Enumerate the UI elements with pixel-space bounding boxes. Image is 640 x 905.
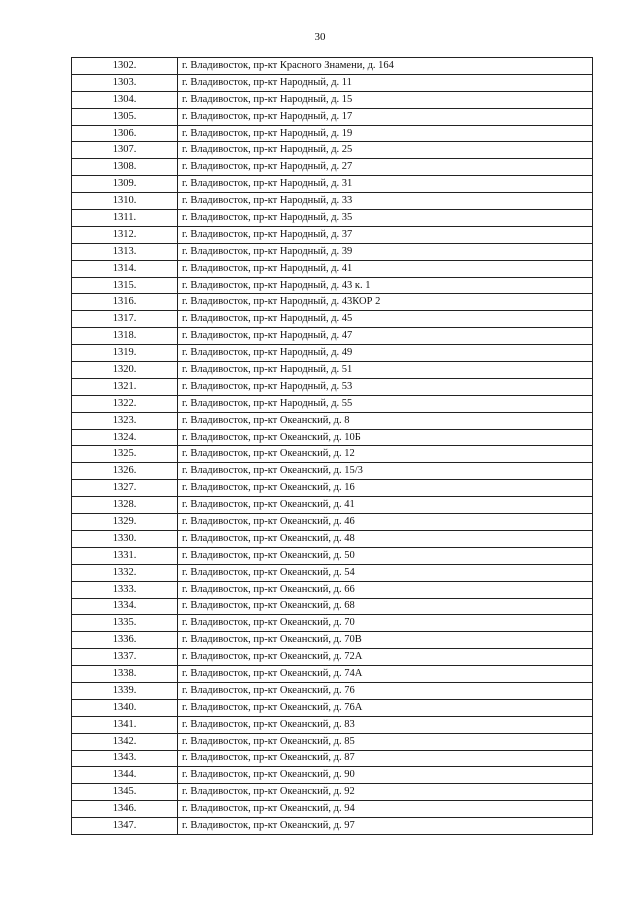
row-number-cell: 1323. (72, 412, 178, 429)
row-number-cell: 1312. (72, 226, 178, 243)
table-row (72, 632, 593, 649)
row-number-cell: 1322. (72, 395, 178, 412)
row-number-cell: 1302. (72, 58, 178, 75)
table-row (72, 649, 593, 666)
table-row (72, 108, 593, 125)
table-row (72, 564, 593, 581)
table-row (72, 615, 593, 632)
address-cell: г. Владивосток, пр-кт Океанский, д. 76А (178, 699, 593, 716)
row-number-cell: 1304. (72, 91, 178, 108)
row-number-cell: 1314. (72, 260, 178, 277)
address-cell: г. Владивосток, пр-кт Океанский, д. 68 (178, 598, 593, 615)
table-row (72, 311, 593, 328)
row-number-cell: 1337. (72, 649, 178, 666)
table-row (72, 480, 593, 497)
address-cell: г. Владивосток, пр-кт Народный, д. 41 (178, 260, 593, 277)
table-row (72, 125, 593, 142)
table-row (72, 260, 593, 277)
table-row (72, 74, 593, 91)
row-number-cell: 1335. (72, 615, 178, 632)
row-number-cell: 1328. (72, 497, 178, 514)
address-cell: г. Владивосток, пр-кт Океанский, д. 50 (178, 547, 593, 564)
row-number-cell: 1345. (72, 784, 178, 801)
table-row (72, 243, 593, 260)
row-number-cell: 1308. (72, 159, 178, 176)
row-number-cell: 1342. (72, 733, 178, 750)
row-number-cell: 1336. (72, 632, 178, 649)
table-row (72, 699, 593, 716)
address-cell: г. Владивосток, пр-кт Океанский, д. 8 (178, 412, 593, 429)
row-number-cell: 1327. (72, 480, 178, 497)
address-cell: г. Владивосток, пр-кт Народный, д. 35 (178, 210, 593, 227)
row-number-cell: 1324. (72, 429, 178, 446)
table-row (72, 277, 593, 294)
table-row (72, 598, 593, 615)
row-number-cell: 1339. (72, 682, 178, 699)
table-row (72, 378, 593, 395)
table-row (72, 159, 593, 176)
row-number-cell: 1319. (72, 345, 178, 362)
address-cell: г. Владивосток, пр-кт Океанский, д. 70 (178, 615, 593, 632)
address-cell: г. Владивосток, пр-кт Народный, д. 43 к. 1 (178, 277, 593, 294)
address-cell: г. Владивосток, пр-кт Народный, д. 25 (178, 142, 593, 159)
address-cell: г. Владивосток, пр-кт Народный, д. 39 (178, 243, 593, 260)
address-cell: г. Владивосток, пр-кт Океанский, д. 83 (178, 716, 593, 733)
table-row (72, 226, 593, 243)
row-number-cell: 1305. (72, 108, 178, 125)
address-cell: г. Владивосток, пр-кт Народный, д. 31 (178, 176, 593, 193)
row-number-cell: 1321. (72, 378, 178, 395)
table-row (72, 91, 593, 108)
row-number-cell: 1320. (72, 362, 178, 379)
row-number-cell: 1311. (72, 210, 178, 227)
address-cell: г. Владивосток, пр-кт Океанский, д. 70В (178, 632, 593, 649)
table-row (72, 666, 593, 683)
table-row (72, 176, 593, 193)
row-number-cell: 1309. (72, 176, 178, 193)
row-number-cell: 1325. (72, 446, 178, 463)
address-cell: г. Владивосток, пр-кт Народный, д. 55 (178, 395, 593, 412)
table-row (72, 446, 593, 463)
row-number-cell: 1334. (72, 598, 178, 615)
address-cell: г. Владивосток, пр-кт Народный, д. 49 (178, 345, 593, 362)
table-row (72, 345, 593, 362)
address-table (71, 57, 593, 835)
address-cell: г. Владивосток, пр-кт Океанский, д. 46 (178, 514, 593, 531)
row-number-cell: 1330. (72, 530, 178, 547)
table-row (72, 733, 593, 750)
address-cell: г. Владивосток, пр-кт Океанский, д. 12 (178, 446, 593, 463)
address-cell: г. Владивосток, пр-кт Океанский, д. 87 (178, 750, 593, 767)
row-number-cell: 1303. (72, 74, 178, 91)
address-cell: г. Владивосток, пр-кт Народный, д. 51 (178, 362, 593, 379)
table-row (72, 210, 593, 227)
row-number-cell: 1306. (72, 125, 178, 142)
row-number-cell: 1347. (72, 818, 178, 835)
table-row (72, 58, 593, 75)
table-row (72, 294, 593, 311)
row-number-cell: 1329. (72, 514, 178, 531)
row-number-cell: 1307. (72, 142, 178, 159)
row-number-cell: 1346. (72, 801, 178, 818)
row-number-cell: 1344. (72, 767, 178, 784)
address-cell: г. Владивосток, пр-кт Народный, д. 43КОР 2 (178, 294, 593, 311)
address-cell: г. Владивосток, пр-кт Народный, д. 15 (178, 91, 593, 108)
address-cell: г. Владивосток, пр-кт Океанский, д. 41 (178, 497, 593, 514)
table-row (72, 514, 593, 531)
address-cell: г. Владивосток, пр-кт Народный, д. 19 (178, 125, 593, 142)
table-row (72, 716, 593, 733)
address-cell: г. Владивосток, пр-кт Океанский, д. 66 (178, 581, 593, 598)
address-cell: г. Владивосток, пр-кт Народный, д. 53 (178, 378, 593, 395)
table-row (72, 193, 593, 210)
table-row (72, 142, 593, 159)
table-row (72, 328, 593, 345)
row-number-cell: 1316. (72, 294, 178, 311)
address-cell: г. Владивосток, пр-кт Народный, д. 47 (178, 328, 593, 345)
table-row (72, 581, 593, 598)
table-row (72, 784, 593, 801)
address-cell: г. Владивосток, пр-кт Народный, д. 37 (178, 226, 593, 243)
address-cell: г. Владивосток, пр-кт Народный, д. 45 (178, 311, 593, 328)
table-row (72, 547, 593, 564)
page-number: 30 (314, 31, 326, 43)
row-number-cell: 1310. (72, 193, 178, 210)
row-number-cell: 1317. (72, 311, 178, 328)
address-cell: г. Владивосток, пр-кт Океанский, д. 74А (178, 666, 593, 683)
address-cell: г. Владивосток, пр-кт Океанский, д. 15/3 (178, 463, 593, 480)
address-cell: г. Владивосток, пр-кт Океанский, д. 85 (178, 733, 593, 750)
row-number-cell: 1333. (72, 581, 178, 598)
table-row (72, 750, 593, 767)
table-row (72, 463, 593, 480)
address-cell: г. Владивосток, пр-кт Красного Знамени, д. 164 (178, 58, 593, 75)
row-number-cell: 1341. (72, 716, 178, 733)
table-row (72, 429, 593, 446)
row-number-cell: 1332. (72, 564, 178, 581)
address-cell: г. Владивосток, пр-кт Океанский, д. 76 (178, 682, 593, 699)
address-cell: г. Владивосток, пр-кт Океанский, д. 72А (178, 649, 593, 666)
row-number-cell: 1343. (72, 750, 178, 767)
address-cell: г. Владивосток, пр-кт Океанский, д. 54 (178, 564, 593, 581)
address-cell: г. Владивосток, пр-кт Океанский, д. 16 (178, 480, 593, 497)
table-row (72, 767, 593, 784)
address-cell: г. Владивосток, пр-кт Океанский, д. 10Б (178, 429, 593, 446)
table-row (72, 412, 593, 429)
table-row (72, 818, 593, 835)
row-number-cell: 1331. (72, 547, 178, 564)
table-row (72, 497, 593, 514)
address-cell: г. Владивосток, пр-кт Народный, д. 27 (178, 159, 593, 176)
table-row (72, 395, 593, 412)
address-cell: г. Владивосток, пр-кт Океанский, д. 90 (178, 767, 593, 784)
row-number-cell: 1338. (72, 666, 178, 683)
table-row (72, 801, 593, 818)
row-number-cell: 1315. (72, 277, 178, 294)
table-row (72, 362, 593, 379)
row-number-cell: 1313. (72, 243, 178, 260)
row-number-cell: 1340. (72, 699, 178, 716)
row-number-cell: 1318. (72, 328, 178, 345)
address-cell: г. Владивосток, пр-кт Народный, д. 17 (178, 108, 593, 125)
address-cell: г. Владивосток, пр-кт Океанский, д. 92 (178, 784, 593, 801)
table-row (72, 682, 593, 699)
address-cell: г. Владивосток, пр-кт Народный, д. 33 (178, 193, 593, 210)
address-cell: г. Владивосток, пр-кт Океанский, д. 94 (178, 801, 593, 818)
address-cell: г. Владивосток, пр-кт Океанский, д. 97 (178, 818, 593, 835)
address-table-body (72, 58, 593, 835)
table-row (72, 530, 593, 547)
address-cell: г. Владивосток, пр-кт Океанский, д. 48 (178, 530, 593, 547)
row-number-cell: 1326. (72, 463, 178, 480)
address-cell: г. Владивосток, пр-кт Народный, д. 11 (178, 74, 593, 91)
